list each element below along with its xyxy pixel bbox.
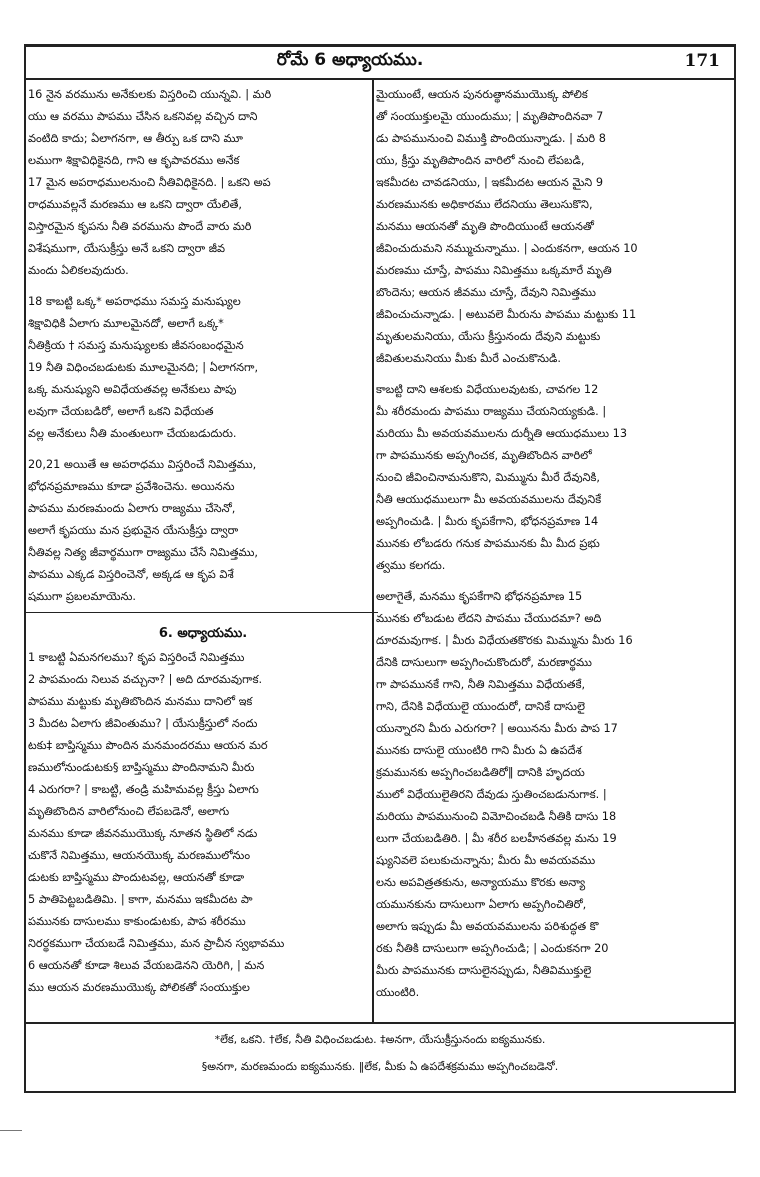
text-line: 6 ఆయనతో కూడా శిలువ వేయబడెనని యెరిగి, | మన: [28, 959, 265, 972]
footnote-line: §అనగా, మరణమందు ఐక్యమునకు. ‖లేక, మీకు ఏ ఉపదేశక్రమము అప్పగించబడెనో.: [201, 1060, 559, 1073]
text-line: గాని, దేనికి విధేయులై యుందురో, దానికే దాసులై: [376, 700, 585, 713]
text-line: దేనికి దాసులుగా అప్పగించుకొందురో, మరణార్థము: [376, 656, 592, 669]
footnote-rule: [24, 1022, 736, 1024]
text-line: యు ఆ వరము పాపము చేసిన ఒకనివల్ల వచ్చిన దాని: [28, 110, 258, 123]
text-line: మైయుంటే, ఆయన పునరుత్థానముయొక్క పోలిక: [376, 88, 588, 101]
text-line: అలాగే కృపయు మన ప్రభువైన యేసుక్రీస్తు ద్వారా: [28, 524, 239, 537]
footnote-line: *లేక, ఒకని. †లేక, నీతి విధించబడుట. ‡అనగా, యేసుక్రీస్తునందు ఐక్యమునకు.: [214, 1033, 546, 1046]
text-line: మీరు పాపమునకు దాసులైనప్పుడు, నీతివిముక్తులై: [376, 964, 592, 977]
chapter-heading: 6. అధ్యాయము.: [158, 626, 248, 641]
text-line: నిరర్థకముగా చేయబడే నిమిత్తము, మన ప్రాచీన స్వభావము: [28, 937, 285, 950]
text-line: లవుగా చేయబడిరో, అలాగే ఒకని విధేయత: [28, 405, 214, 418]
text-line: 1 కాబట్టి ఏమనగలము? కృప విస్తరించే నిమిత్తము: [28, 651, 245, 664]
text-line: యున్నారని మీరు ఎరుగరా? | అయినను మీరు పాప 17: [376, 722, 618, 735]
text-line: బొందెను; ఆయన జీవము చూస్తే, దేవుని నిమిత్తము: [376, 286, 596, 299]
text-line: ణములోనుండుటకు§ బాప్తిస్మము పొందినామని మీరు: [28, 761, 255, 774]
text-line: డుటకు బాప్తిస్మము పొందుటవల్ల, ఆయనతో కూడా: [28, 871, 245, 884]
paragraph-gap: [28, 282, 378, 291]
text-line: దూరమవుగాక. | మీరు విధేయతకొరకు మిమ్మును మీరు 16: [376, 634, 633, 647]
text-line: నుంచి జీవించినామనుకొని, మిమ్మును మీరే దేవునికి,: [376, 471, 601, 484]
text-line: గా పాపమునకే గాని, నీతి నిమిత్తము విధేయతకే,: [376, 678, 586, 691]
page-frame-left: [24, 44, 26, 1092]
page-frame-right: [734, 44, 736, 1092]
text-line: గా పాపమునకు అప్పగించక, మృతిబొందిన వారిలో: [376, 449, 592, 462]
text-line: జీవించుదుమని నమ్ముచున్నాము. | ఎందుకనగా, ఆయన 10: [376, 242, 638, 255]
footnotes: [30, 1026, 730, 1080]
text-line: మరియు పాపమునుంచి విమోచించబడి నీతికి దాసు 18: [376, 810, 617, 823]
text-line: షముగా ప్రబలమాయెను.: [28, 590, 136, 603]
text-line: మనము కూడా జీవనముయొక్క నూతన స్థితిలో నడు: [28, 827, 258, 840]
text-line: మునకు లోబడరు గనుక పాపమునకు మీ మీద ప్రభు: [376, 537, 600, 550]
text-line: అలాగు ఇప్పుడు మీ అవయవములను పరిశుద్ధత కొ: [376, 920, 599, 933]
text-line: 4 ఎరుగరా? | కాబట్టి, తండ్రి మహిమవల్ల క్రీస్తు ఏలాగు: [28, 783, 259, 796]
text-line: ఇకమీదట చావడనియు, | ఇకమీదట ఆయన మైని 9: [376, 176, 604, 189]
page-frame-top: [24, 44, 736, 47]
text-line: 5 పాతిపెట్టబడితిమి. | కాగా, మనము ఇకమీదట పా: [28, 893, 253, 906]
text-line: టకు‡ బాప్తిస్మము పొందిన మనమందరము ఆయన మర: [28, 739, 268, 752]
text-line: వంటిది కాదు; ఏలాగనగా, ఆ తీర్పు ఒక దాని మూ: [28, 132, 243, 145]
text-line: నీతివల్ల నిత్య జీవార్థముగా రాజ్యము చేసే నిమిత్తము,: [28, 546, 258, 559]
text-line: జీవితులమనియు మీకు మీరే ఎంచుకొనుడి.: [376, 352, 561, 365]
scan-margin-mark: [0, 1130, 22, 1131]
text-line: ము ఆయన మరణముయొక్క పోలికతో సంయుక్తుల: [28, 981, 250, 994]
text-line: పాపము మట్టుకు మృతిబొందిన మనము దానిలో ఇక: [28, 695, 253, 708]
page-frame-bottom: [24, 1091, 736, 1093]
text-line: పాపము మరణమందు ఏలాగు రాజ్యము చేసెనో,: [28, 502, 236, 515]
text-line: లముగా శిక్షావిధికైనది, గాని ఆ కృపావరము అనేక: [28, 154, 240, 167]
text-line: మృతిబొందిన వారిలోనుంచి లేపబడెనో, అలాగు: [28, 805, 230, 818]
text-line: ష్యునివలె పలుకుచున్నాను; మీరు మీ అవయవము: [376, 854, 596, 867]
text-line: మునకు దాసులై యుంటిరి గాని మీరు ఏ ఉపదేశ: [376, 744, 582, 757]
text-line: విశేషముగా, యేసుక్రీస్తు అనే ఒకని ద్వారా జీవ: [28, 242, 226, 255]
text-line: డు పాపమునుంచి విముక్తి పొందియున్నాడు. | మరి 8: [376, 132, 606, 145]
text-line: నీతి ఆయుధములుగా మీ అవయవములను దేవునికే: [376, 493, 602, 506]
text-line: 2 పాపమందు నిలువ వచ్చునా? | అది దూరమవుగాక.: [28, 673, 263, 686]
paragraph-gap: [376, 370, 726, 379]
text-line: నీతిక్రియ † సమస్త మనుష్యులకు జీవసంబంధమైన: [28, 339, 244, 352]
text-line: 19 నీతి విధించబడుటకు మూలమైనది; | ఏలాగనగా,: [28, 361, 259, 374]
text-line: రకు నీతికి దాసులుగా అప్పగించుడి; | ఎందుకనగా 20: [376, 942, 609, 955]
text-line: పమునకు దాసులము కాకుండుటకు, పాప శరీరము: [28, 915, 246, 928]
right-column: [376, 84, 726, 1004]
text-line: యుంటిరి.: [376, 986, 420, 999]
paragraph-gap: [376, 577, 726, 586]
page-number: 171: [684, 51, 720, 71]
left-column: [28, 84, 378, 999]
text-line: అలాగైతే, మనము కృపకేగాని భోధనప్రమాణ 15: [376, 590, 583, 603]
text-line: మునకు లోబడుట లేదని పాపము చేయుదమా? అది: [376, 612, 602, 625]
text-line: 17 మైన అపరాధములనుంచి నీతివిధికైనది. | ఒకని అప: [28, 176, 271, 189]
text-line: త్వము కలగదు.: [376, 559, 446, 572]
text-line: భోధనప్రమాణము కూడా ప్రవేశించెను. అయినను: [28, 480, 235, 493]
text-line: 20,21 అయితే ఆ అపరాధము విస్తరించే నిమిత్తము,: [28, 458, 257, 471]
text-line: యమునకును దాసులుగా ఏలాగు అప్పగించితిరో,: [376, 898, 587, 911]
paragraph-gap: [28, 445, 378, 454]
text-line: చుకొనే నిమిత్తము, ఆయనయొక్క మరణములోనుం: [28, 849, 251, 862]
text-line: శిక్షావిధికి ఏలాగు మూలమైనదో, అలాగే ఒక్క*: [28, 317, 224, 330]
text-line: 16 నైన వరమును అనేకులకు విస్తరించి యున్నవి. | మరి: [28, 88, 272, 101]
text-line: లుగా చేయబడితిరి. | మీ శరీర బలహీనతవల్ల మను 19: [376, 832, 617, 845]
text-line: క్రమమునకు అప్పగించబడితిరో‖ దానికి హృదయ: [376, 766, 585, 779]
text-line: 3 మీదట ఏలాగు జీవింతుము? | యేసుక్రీస్తులో నందు: [28, 717, 258, 730]
text-line: యు, క్రీస్తు మృతిపొందిన వారిలో నుంచి లేపబడి,: [376, 154, 585, 167]
text-line: ఒక్క మనుష్యుని అవిధేయతవల్ల అనేకులు పాపు: [28, 383, 237, 396]
text-line: మరియు మీ అవయవములను దుర్నీతి ఆయుధములు 13: [376, 427, 628, 440]
text-line: మందు ఏలికలవుదురు.: [28, 264, 129, 277]
text-line: తో సంయుక్తులమై యుందుము; | మృతిపొందినవా 7: [376, 110, 604, 123]
text-line: విస్తారమైన కృపను నీతి వరమును పొందే వారు మరి: [28, 220, 252, 233]
text-line: లను అపవిత్రతకును, అన్యాయము కొరకు అన్యా: [376, 876, 586, 889]
text-line: వల్ల అనేకులు నీతి మంతులుగా చేయబడుదురు.: [28, 427, 237, 440]
text-line: మృతులమనియు, యేసు క్రీస్తునందు దేవుని మట్టుకు: [376, 330, 601, 343]
running-title: రోమే 6 అధ్యాయము.: [276, 50, 424, 70]
text-line: రాధమువల్లనే మరణము ఆ ఒకని ద్వారా యేలితే,: [28, 198, 242, 211]
text-line: కాబట్టి దాని ఆశలకు విధేయులవుటకు, చావగల 12: [376, 383, 599, 396]
text-line: అప్పగించుడి. | మీరు కృపకేగాని, భోధనప్రమాణ 14: [376, 515, 599, 528]
text-line: మనము ఆయనతో మృతి పొందియుంటే ఆయనతో: [376, 220, 594, 233]
header-rule: [24, 78, 736, 80]
text-line: జీవించుచున్నాడు. | అటువలె మీరును పాపము మట్టుకు 11: [376, 308, 637, 321]
text-line: మీ శరీరమందు పాపము రాజ్యము చేయనియ్యకుడి. |: [376, 405, 607, 418]
text-line: పాపము ఎక్కడ విస్తరించెనో, అక్కడ ఆ కృప విశే: [28, 568, 234, 581]
section-rule: [24, 612, 378, 613]
text-line: మరణము చూస్తే, పాపము నిమిత్తము ఒక్కమారే మృతి: [376, 264, 612, 277]
text-line: 18 కాబట్టి ఒక్క* అపరాధము సమస్త మనుష్యుల: [28, 295, 241, 308]
text-line: మరణమునకు అధికారము లేదనియు తెలుసుకొని,: [376, 198, 593, 211]
text-line: ములో విధేయులైతిరని దేవుడు స్తుతించబడునుగాక. |: [376, 788, 607, 801]
